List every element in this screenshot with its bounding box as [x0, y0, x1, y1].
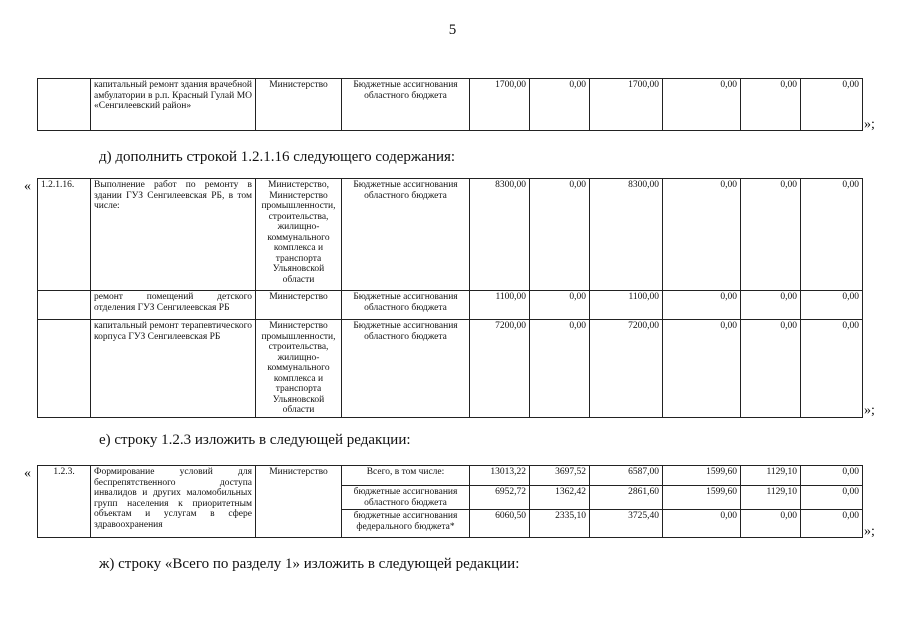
page-number: 5	[448, 22, 457, 38]
cell-value: 8300,00	[470, 179, 530, 291]
cell-value: 0,00	[530, 291, 590, 320]
cell-value: 6587,00	[590, 466, 663, 486]
cell-value: 0,00	[530, 179, 590, 291]
cell-executor: Министерство	[256, 466, 342, 538]
cell-source: Бюджетные ассигнования областного бюджета	[342, 291, 470, 320]
cell-value: 1599,60	[663, 466, 741, 486]
cell-value: 0,00	[663, 291, 741, 320]
cell-code	[38, 320, 91, 418]
cell-value: 0,00	[663, 510, 741, 538]
cell-name: капитальный ремонт терапевтического корпуса ГУЗ Сенгилеевская РБ	[91, 320, 256, 418]
table-row-1-2-1-16	[37, 178, 863, 418]
cell-value: 0,00	[801, 179, 863, 291]
table-row	[38, 291, 863, 320]
cell-name: Выполнение работ по ремонту в здании ГУЗ Сенгилеевская РБ, в том числе:	[91, 179, 256, 291]
cell-executor: Министерство	[256, 291, 342, 320]
cell-value: 0,00	[663, 320, 741, 418]
paragraph-e: е) строку 1.2.3 изложить в следующей редакции:	[99, 432, 411, 448]
table-row-1-2-3	[37, 465, 863, 538]
cell-value: 1700,00	[590, 79, 663, 131]
cell-value: 1599,60	[663, 486, 741, 510]
cell-value: 0,00	[801, 291, 863, 320]
cell-value: 2335,10	[530, 510, 590, 538]
paragraph-d: д) дополнить строкой 1.2.1.16 следующего содержания:	[99, 149, 456, 165]
cell-value: 7200,00	[470, 320, 530, 418]
cell-value: 1129,10	[741, 486, 801, 510]
table-row	[38, 320, 863, 418]
cell-value: 0,00	[801, 466, 863, 486]
cell-value: 1129,10	[741, 466, 801, 486]
cell-code: 1.2.3.	[38, 466, 91, 538]
cell-source: Всего, в том числе:	[342, 466, 470, 486]
cell-source: бюджетные ассигнования федерального бюджета*	[342, 510, 470, 538]
cell-value: 0,00	[801, 79, 863, 131]
cell-value: 6060,50	[470, 510, 530, 538]
cell-value: 0,00	[801, 486, 863, 510]
cell-source: Бюджетные ассигнования областного бюджета	[342, 79, 470, 131]
table-row	[38, 79, 863, 131]
cell-executor: Министерство промышленности, строительства, жилищно-коммунального комплекса и транспорта Ульяновской области	[256, 320, 342, 418]
cell-value: 1100,00	[470, 291, 530, 320]
cell-name: капитальный ремонт здания врачебной амбулатории в р.п. Красный Гулай МО «Сенгилеевский район»	[91, 79, 256, 131]
cell-value: 3725,40	[590, 510, 663, 538]
table-continuation	[37, 78, 863, 131]
cell-value: 7200,00	[590, 320, 663, 418]
cell-value: 2861,60	[590, 486, 663, 510]
cell-value: 0,00	[741, 320, 801, 418]
paragraph-zh: ж) строку «Всего по разделу 1» изложить в следующей редакции:	[99, 556, 520, 572]
cell-source: Бюджетные ассигнования областного бюджета	[342, 179, 470, 291]
cell-value: 6952,72	[470, 486, 530, 510]
cell-code: 1.2.1.16.	[38, 179, 91, 291]
cell-code	[38, 291, 91, 320]
cell-value: 13013,22	[470, 466, 530, 486]
cell-value: 0,00	[530, 79, 590, 131]
cell-value: 0,00	[741, 291, 801, 320]
cell-value: 0,00	[663, 79, 741, 131]
cell-value: 0,00	[663, 179, 741, 291]
cell-value: 3697,52	[530, 466, 590, 486]
cell-executor: Министерство, Министерство промышленности, строительства, жилищно-коммунального комплекса и транспорта Ульяновской области	[256, 179, 342, 291]
cell-name: Формирование условий для беспрепятственного доступа инвалидов и других маломобильных групп населения к приоритетным объектам и услугам в сфере здравоохранения	[91, 466, 256, 538]
closing-quote: »;	[864, 403, 875, 418]
cell-value: 8300,00	[590, 179, 663, 291]
cell-value: 0,00	[741, 79, 801, 131]
cell-value: 1700,00	[470, 79, 530, 131]
table-row	[38, 466, 863, 486]
cell-value: 0,00	[530, 320, 590, 418]
cell-value: 0,00	[741, 179, 801, 291]
cell-source: бюджетные ассигнования областного бюджета	[342, 486, 470, 510]
cell-executor: Министерство	[256, 79, 342, 131]
cell-source: Бюджетные ассигнования областного бюджета	[342, 320, 470, 418]
cell-value: 0,00	[801, 510, 863, 538]
table-row	[38, 179, 863, 291]
opening-quote: «	[24, 466, 31, 481]
cell-value: 1100,00	[590, 291, 663, 320]
cell-value: 0,00	[741, 510, 801, 538]
closing-quote: »;	[864, 117, 875, 132]
cell-value: 1362,42	[530, 486, 590, 510]
opening-quote: «	[24, 179, 31, 194]
closing-quote: »;	[864, 524, 875, 539]
cell-code	[38, 79, 91, 131]
cell-name: ремонт помещений детского отделения ГУЗ Сенгилеевская РБ	[91, 291, 256, 320]
cell-value: 0,00	[801, 320, 863, 418]
